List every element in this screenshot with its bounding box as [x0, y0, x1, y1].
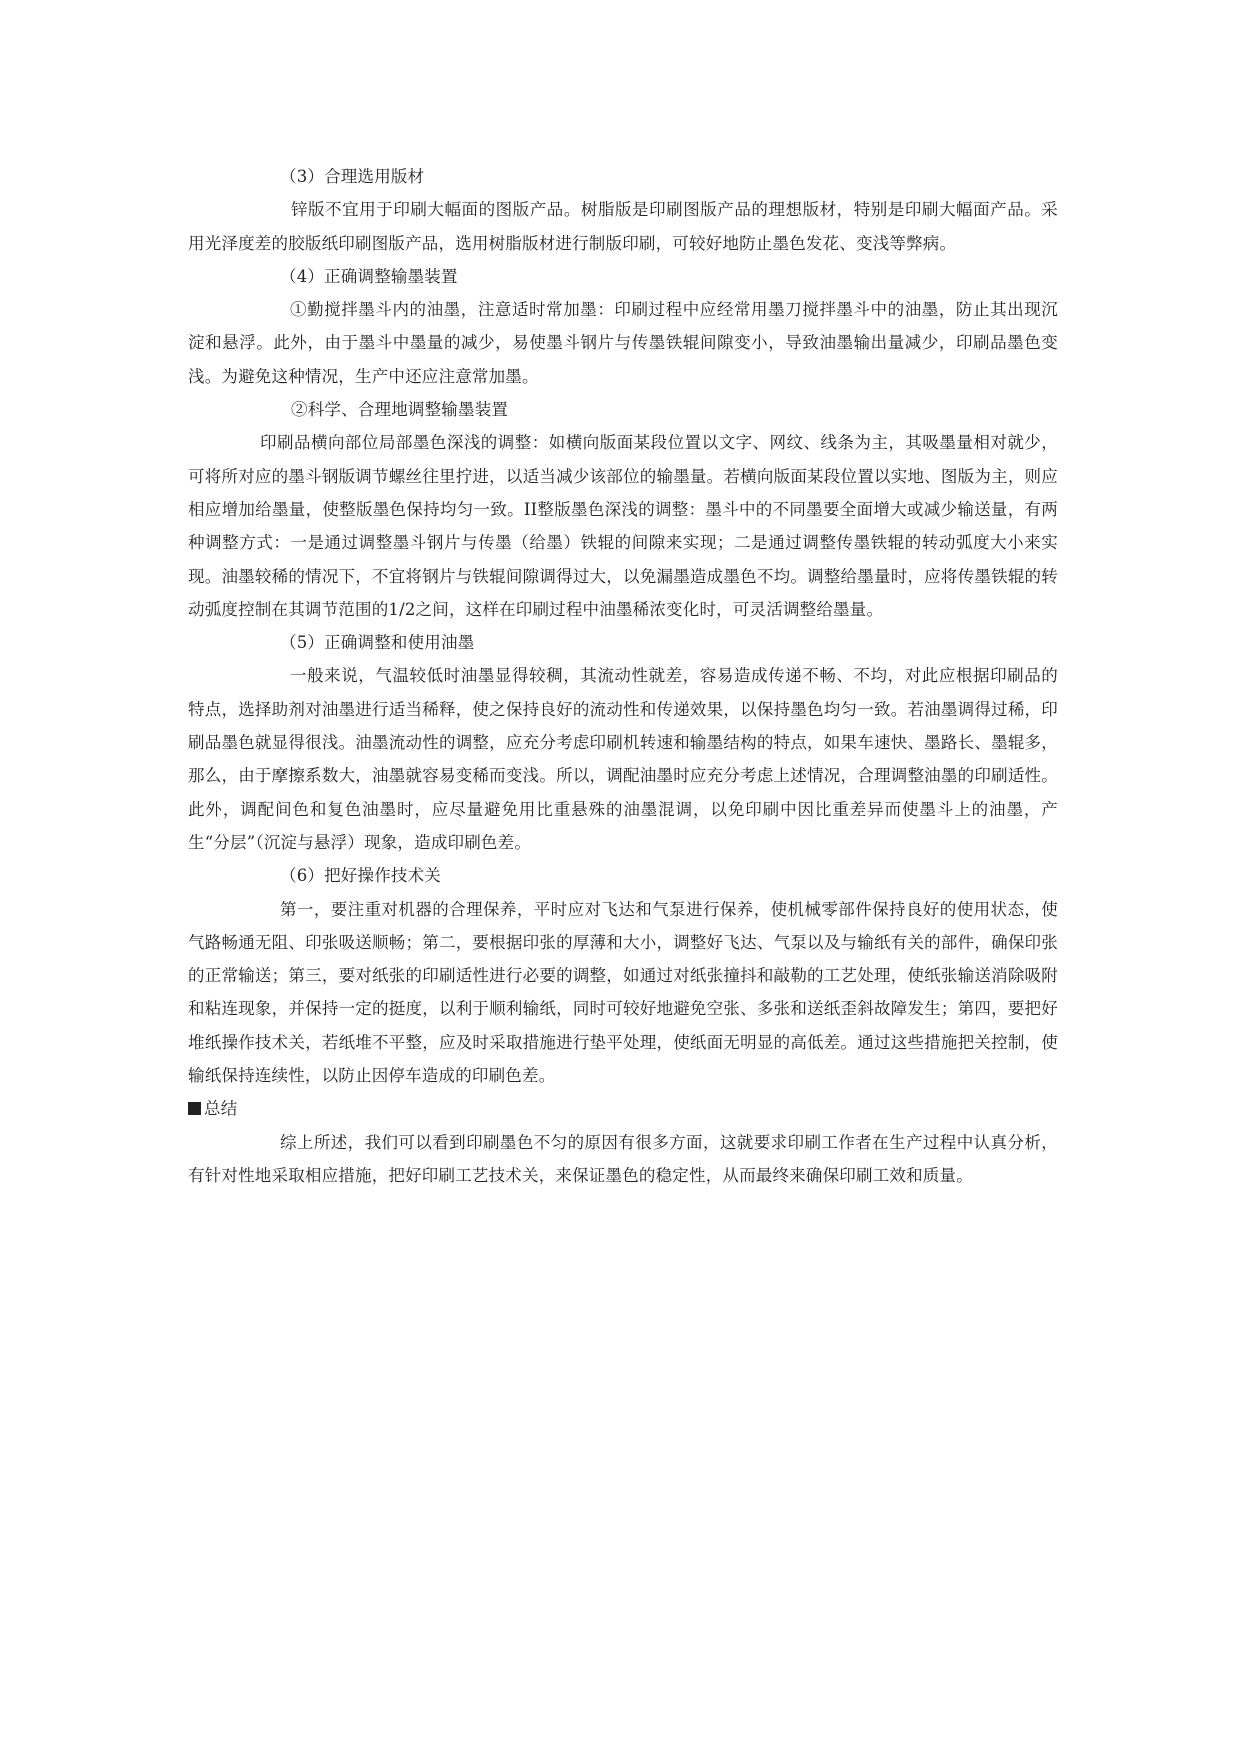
- section-5-paragraph: 一般来说，气温较低时油墨显得较稠，其流动性就差，容易造成传递不畅、不均，对此应根据印刷品的特点，选择助剂对油墨进行适当稀释，使之保持良好的流动性和传递效果，以保持墨色均匀一致。若油墨调得过稀，印刷品墨色就显得很浅。油墨流动性的调整，应充分考虑印刷机转速和输墨结构的特点，如果车速快、墨路长、墨辊多，那么，由于摩擦系数大，油墨就容易变稀而变浅。所以，调配油墨时应充分考虑上述情况，合理调整油墨的印刷适性。此外，调配间色和复色油墨时，应尽量避免用比重悬殊的油墨混调，以免印刷中因比重差异而使墨斗上的油墨，产生“分层”（沉淀与悬浮）现象，造成印刷色差。: [188, 666, 1058, 852]
- document-body: [188, 160, 1058, 1192]
- section-4-paragraph-1: ①勤搅拌墨斗内的油墨，注意适时常加墨：印刷过程中应经常用墨刀搅拌墨斗中的油墨，防止其出现沉淀和悬浮。此外，由于墨斗中墨量的减少，易使墨斗钢片与传墨铁辊间隙变小，导致油墨输出量减少，印刷品墨色变浅。为避免这种情况，生产中还应注意常加墨。: [188, 300, 1058, 386]
- section-4-heading: （4）正确调整输墨装置: [280, 266, 458, 286]
- summary-heading: [188, 1092, 1058, 1125]
- black-square-icon: [188, 1102, 201, 1115]
- section-5-heading: （5）正确调整和使用油墨: [280, 633, 475, 653]
- section-6-heading: （6）把好操作技术关: [280, 866, 441, 886]
- section-4-sub-heading: ②科学、合理地调整输墨装置: [291, 400, 509, 420]
- section-3-paragraph: 锌版不宜用于印刷大幅面的图版产品。树脂版是印刷图版产品的理想版材，特别是印刷大幅面产品。采用光泽度差的胶版纸印刷图版产品，选用树脂版材进行制版印刷，可较好地防止墨色发花、变浅等弊病。: [188, 200, 1058, 253]
- summary-paragraph: 综上所述，我们可以看到印刷墨色不匀的原因有很多方面，这就要求印刷工作者在生产过程中认真分析，有针对性地采取相应措施，把好印刷工艺技术关，来保证墨色的稳定性，从而最终来确保印刷工效和质量。: [188, 1132, 1058, 1185]
- summary-heading-label: 总结: [204, 1099, 238, 1119]
- section-4-paragraph-2: 印刷品横向部位局部墨色深浅的调整：如横向版面某段位置以文字、网纹、线条为主，其吸墨量相对就少，可将所对应的墨斗钢版调节螺丝往里拧进，以适当减少该部位的输墨量。若横向版面某段位置以实地、图版为主，则应相应增加给墨量，使整版墨色保持均匀一致。II整版墨色深浅的调整：墨斗中的不同墨要全面增大或减少输送量，有两种调整方式：一是通过调整墨斗钢片与传墨（给墨）铁辊的间隙来实现；二是通过调整传墨铁辊的转动弧度大小来实现。油墨较稀的情况下，不宜将钢片与铁辊间隙调得过大，以免漏墨造成墨色不均。调整给墨量时，应将传墨铁辊的转动弧度控制在其调节范围的1/2之间，这样在印刷过程中油墨稀浓变化时，可灵活调整给墨量。: [188, 433, 1058, 619]
- section-6-paragraph: 第一，要注重对机器的合理保养，平时应对飞达和气泵进行保养，使机械零部件保持良好的使用状态，使气路畅通无阻、印张吸送顺畅；第二，要根据印张的厚薄和大小，调整好飞达、气泵以及与输纸有关的部件，确保印张的正常输送；第三，要对纸张的印刷适性进行必要的调整，如通过对纸张撞抖和敲勒的工艺处理，使纸张输送消除吸附和粘连现象，并保持一定的挺度，以利于顺利输纸，同时可较好地避免空张、多张和送纸歪斜故障发生；第四，要把好堆纸操作技术关，若纸堆不平整，应及时采取措施进行垫平处理，使纸面无明显的高低差。通过这些措施把关控制，使输纸保持连续性，以防止因停车造成的印刷色差。: [188, 899, 1058, 1086]
- section-3-heading: （3）合理选用版材: [280, 167, 425, 186]
